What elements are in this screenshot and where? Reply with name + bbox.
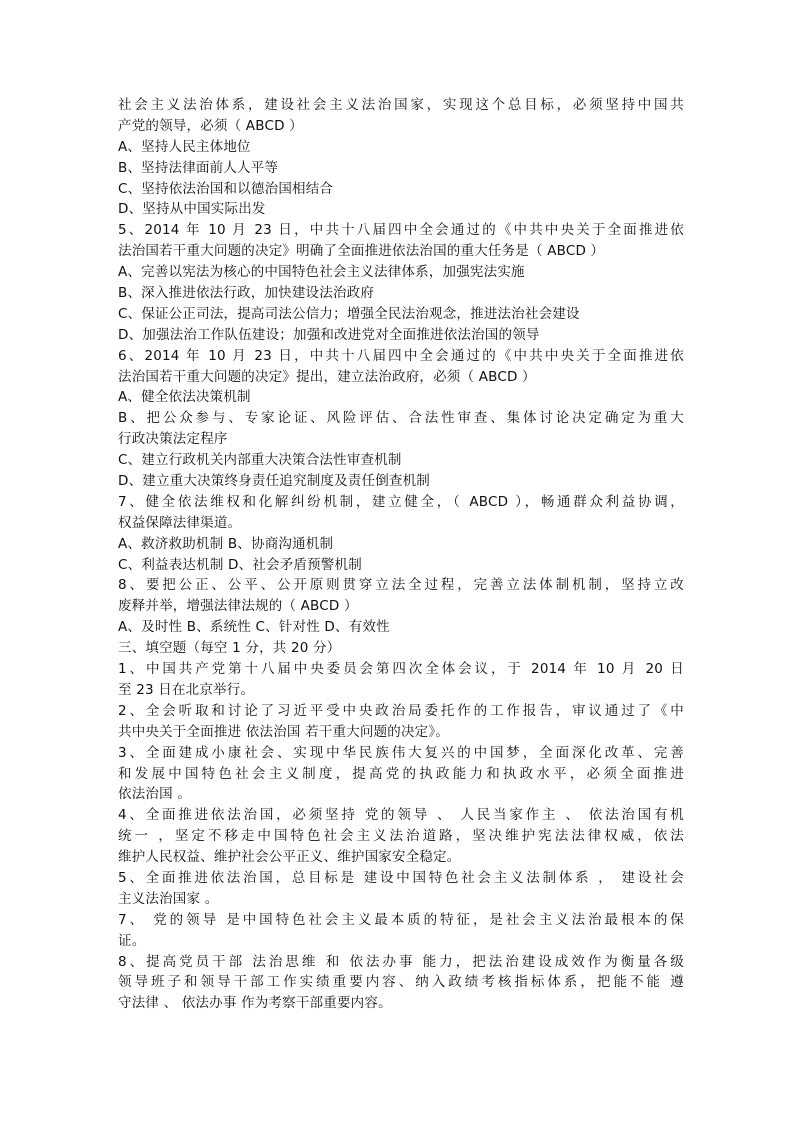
fill-blank-item: 4、全面推进依法治国，必须坚持 党的领导 、 人民当家作主 、 依法治国有机: [118, 807, 684, 824]
fill-blank-item: 共中央关于全面推进 依法治国 若干重大问题的决定》。: [118, 723, 450, 740]
answer-option: C、利益表达机制 D、社会矛盾预警机制: [118, 556, 362, 573]
answer-option: A、健全依法决策机制: [118, 389, 251, 406]
fill-blank-item: 1、中国共产党第十八届中央委员会第四次全体会议，于 2014 年 10 月 20 日: [118, 661, 684, 678]
fill-blank-item: 8、提高党员干部 法治思维 和 依法办事 能力，把法治建设成效作为衡量各级: [118, 953, 684, 970]
fill-blank-item: 领导班子和领导干部工作实绩重要内容、纳入政绩考核指标体系，把能不能 遵: [118, 974, 684, 991]
answer-option: B、深入推进依法行政，加快建设法治政府: [118, 285, 375, 302]
section-heading: 三、填空题（每空 1 分，共 20 分）: [118, 640, 341, 657]
answer-option: D、建立重大决策终身责任追究制度及责任倒查机制: [118, 473, 430, 490]
fill-blank-item: 依法治国 。: [118, 786, 191, 803]
question-text: 7、健全依法维权和化解纠纷机制，建立健全，（ ABCD ），畅通群众利益协调，: [118, 493, 684, 510]
answer-option: A、坚持人民主体地位: [118, 138, 251, 155]
fill-blank-item: 7、 党的领导 是中国特色社会主义最本质的特征，是社会主义法治最根本的保: [118, 911, 684, 928]
fill-blank-item: 守法律 、 依法办事 作为考察干部重要内容。: [118, 995, 392, 1012]
fill-blank-item: 证。: [118, 932, 146, 949]
fill-blank-item: 5、全面推进依法治国，总目标是 建设中国特色社会主义法制体系 ， 建设社会: [118, 869, 684, 886]
fill-blank-item: 至 23 日在北京举行。: [118, 681, 255, 698]
fill-blank-item: 统一 ，坚定不移走中国特色社会主义法治道路，坚决维护宪法法律权威，依法: [118, 828, 684, 845]
fill-blank-item: 主义法治国家 。: [118, 890, 219, 907]
question-text: 8、要把公正、公平、公开原则贯穿立法全过程，完善立法体制机制，坚持立改: [118, 577, 684, 594]
text-line: 产党的领导，必须（ ABCD ）: [118, 117, 303, 134]
answer-option: B、把公众参与、专家论证、风险评估、合法性审查、集体讨论决定确定为重大: [118, 410, 684, 427]
answer-option: A、完善以宪法为核心的中国特色社会主义法律体系，加强宪法实施: [118, 264, 525, 281]
question-text: 6、2014 年 10 月 23 日，中共十八届四中全会通过的《中共中央关于全面推进依: [118, 347, 684, 364]
question-text: 权益保障法律渠道。: [118, 514, 242, 531]
question-text: 法治国若干重大问题的决定》提出，建立法治政府，必须（ ABCD ）: [118, 368, 536, 385]
answer-option: D、坚持从中国实际出发: [118, 201, 266, 218]
text-line: 社会主义法治体系，建设社会主义法治国家，实现这个总目标，必须坚持中国共: [118, 97, 684, 113]
answer-option: B、坚持法律面前人人平等: [118, 159, 279, 176]
answer-option: C、建立行政机关内部重大决策合法性审查机制: [118, 452, 402, 469]
fill-blank-item: 3、全面建成小康社会、实现中华民族伟大复兴的中国梦，全面深化改革、完善: [118, 744, 684, 761]
fill-blank-item: 2、全会听取和讨论了习近平受中央政治局委托作的工作报告，审议通过了《中: [118, 702, 684, 719]
question-text: 废释并举，增强法律法规的（ ABCD ）: [118, 598, 358, 615]
fill-blank-item: 维护人民权益、维护社会公平正义、维护国家安全稳定。: [118, 849, 461, 866]
answer-option: C、坚持依法治国和以德治国相结合: [118, 180, 334, 197]
answer-option: C、保证公正司法，提高司法公信力；增强全民法治观念，推进法治社会建设: [118, 305, 580, 322]
answer-option: 行政决策法定程序: [118, 431, 228, 448]
answer-option: A、及时性 B、系统性 C、针对性 D、有效性: [118, 619, 390, 636]
answer-option: A、救济救助机制 B、协商沟通机制: [118, 535, 334, 552]
document-body: [118, 95, 684, 1014]
question-text: 5、2014 年 10 月 23 日，中共十八届四中全会通过的《中共中央关于全面推进依: [118, 222, 684, 239]
question-text: 法治国若干重大问题的决定》明确了全面推进依法治国的重大任务是（ ABCD ）: [118, 243, 605, 260]
fill-blank-item: 和发展中国特色社会主义制度，提高党的执政能力和执政水平，必须全面推进: [118, 765, 684, 782]
answer-option: D、加强法治工作队伍建设；加强和改进党对全面推进依法治国的领导: [118, 326, 540, 343]
